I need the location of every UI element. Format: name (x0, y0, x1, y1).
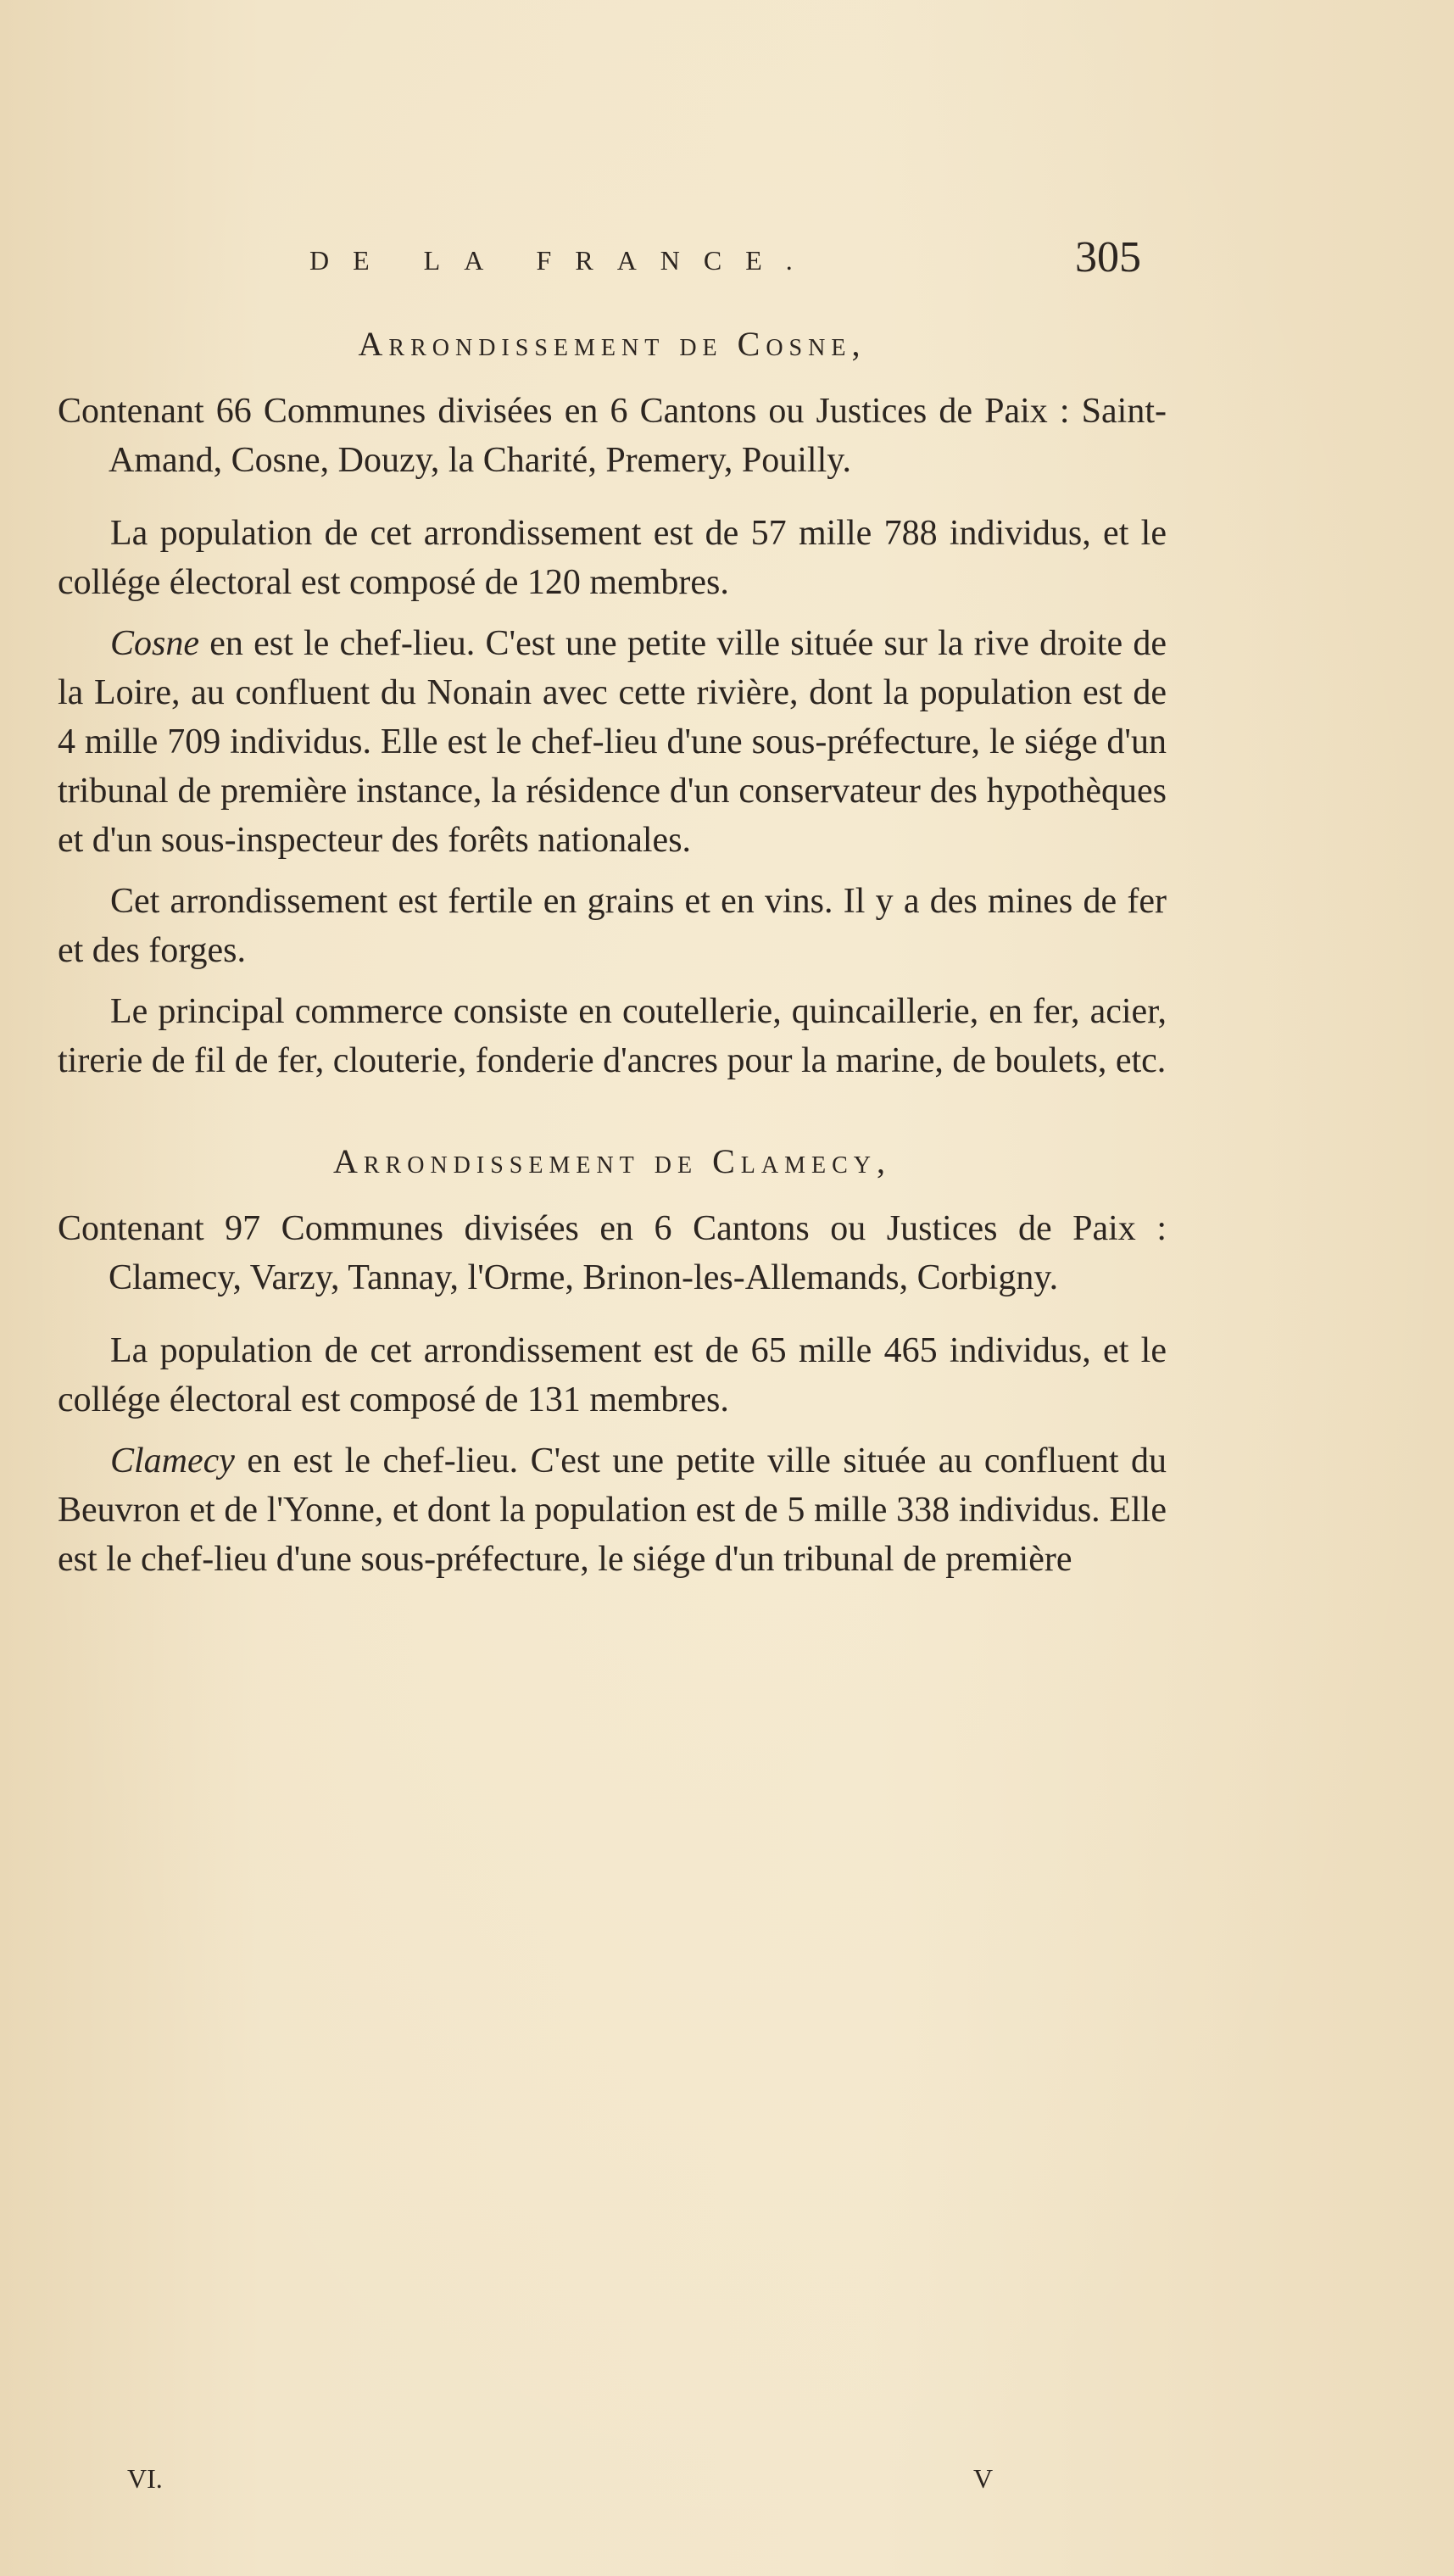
chef-lieu-text: en est le chef-lieu. C'est une petite ville située sur la rive droite de la Loire, au confluent du Nonain avec cette rivière, dont la population est de 4 mille 709 individus. Elle est le chef-lieu d'une sous-préfecture, le siége d'un tribunal de première instance, la résidence d'un conservateur des hypothèques et d'un sous-inspecteur des forêts nationales. (58, 624, 1167, 860)
commerce-paragraph: Le principal commerce consiste en coutellerie, quincaillerie, en fer, acier, tirerie de fil de fer, clouterie, fonderie d'ancres pour la marine, de boulets, etc. (58, 992, 1167, 1080)
section-clamecy (58, 1138, 1167, 1584)
communes-paragraph: Contenant 97 Communes divisées en 6 Cantons ou Justices de Paix : Clamecy, Varzy, Tannay, l'Orme, Brinon-les-Allemands, Corbigny. (58, 1209, 1167, 1297)
page-footer (0, 2457, 1454, 2500)
running-title: DE LA FRANCE. (309, 245, 816, 276)
population-paragraph: La population de cet arrondissement est de 57 mille 788 individus, et le collége électoral est composé de 120 membres. (58, 514, 1167, 602)
chef-lieu-paragraph (58, 619, 1167, 865)
town-name: Cosne (110, 624, 199, 663)
page-body (58, 321, 1167, 1596)
section-cosne (58, 321, 1167, 1085)
chef-lieu-paragraph (58, 1436, 1167, 1584)
signature-mark: VI. (127, 2463, 163, 2494)
page-number: 305 (1075, 233, 1141, 282)
section-heading: Arrondissement de Clamecy, (332, 1142, 892, 1180)
chef-lieu-text: en est le chef-lieu. C'est une petite ville située au confluent du Beuvron et de l'Yonne, et dont la population est de 5 mille 338 individus. Elle est le chef-lieu d'une sous-préfecture, le siége d'un tribunal de première (58, 1441, 1167, 1579)
catchword: V (973, 2463, 994, 2494)
fertility-paragraph: Cet arrondissement est fertile en grains et en vins. Il y a des mines de fer et des forges. (58, 882, 1167, 970)
communes-paragraph: Contenant 66 Communes divisées en 6 Cantons ou Justices de Paix : Saint-Amand, Cosne, Douzy, la Charité, Premery, Pouilly. (58, 392, 1167, 480)
town-name: Clamecy (110, 1441, 235, 1480)
page-header (0, 231, 1454, 290)
section-heading: Arrondissement de Cosne, (358, 325, 866, 363)
population-paragraph: La population de cet arrondissement est de 65 mille 465 individus, et le collége électoral est composé de 131 membres. (58, 1331, 1167, 1419)
